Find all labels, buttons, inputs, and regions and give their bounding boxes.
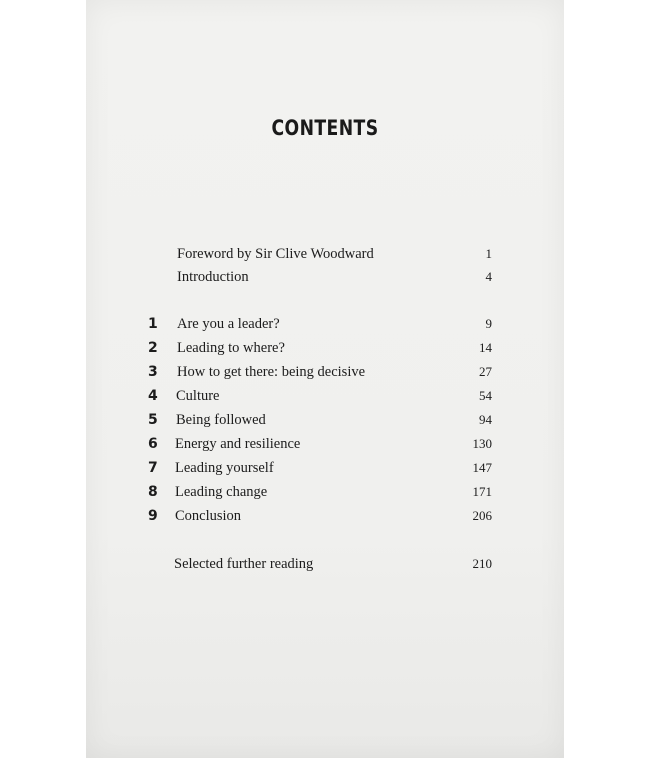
- chapter-page: 206: [472, 508, 492, 523]
- chapter-page: 147: [472, 460, 492, 475]
- toc-chapter-4: [86, 388, 564, 410]
- toc-chapter-8: [86, 484, 564, 506]
- entry-page: 1: [485, 246, 492, 261]
- chapter-title: Leading to where?: [177, 340, 285, 356]
- chapter-page: 27: [479, 364, 492, 379]
- chapter-page: 54: [479, 388, 492, 403]
- toc-chapter-7: [86, 460, 564, 482]
- chapter-title: Conclusion: [175, 508, 242, 524]
- chapter-title: Leading change: [175, 484, 268, 500]
- chapter-number: 9: [148, 508, 158, 524]
- chapter-number: 7: [148, 460, 158, 476]
- entry-title: Selected further reading: [174, 556, 314, 572]
- contents-heading: CONTENTS: [271, 116, 379, 140]
- toc-entry-foreword: [86, 246, 564, 268]
- chapter-page: 171: [472, 484, 492, 499]
- chapter-number: 4: [148, 388, 158, 404]
- toc-chapter-3: [86, 364, 564, 386]
- entry-page: 210: [472, 556, 492, 571]
- chapter-page: 94: [479, 412, 492, 427]
- toc-chapter-5: [86, 412, 564, 434]
- chapter-title: Energy and resilience: [175, 436, 301, 452]
- toc-entry-introduction: [86, 269, 564, 291]
- chapter-page: 14: [479, 340, 492, 355]
- chapter-number: 1: [148, 316, 158, 332]
- entry-title: Foreword by Sir Clive Woodward: [177, 246, 374, 262]
- book-page: [86, 0, 564, 758]
- toc-chapter-9: [86, 508, 564, 530]
- chapter-title: How to get there: being decisive: [177, 364, 366, 380]
- chapter-number: 8: [148, 484, 158, 500]
- toc-chapter-2: [86, 340, 564, 362]
- chapter-title: Are you a leader?: [177, 316, 280, 332]
- chapter-page: 9: [485, 316, 492, 331]
- chapter-title: Being followed: [176, 412, 266, 428]
- chapter-number: 5: [148, 412, 158, 428]
- chapter-number: 3: [148, 364, 158, 380]
- toc-chapter-6: [86, 436, 564, 458]
- entry-page: 4: [485, 269, 492, 284]
- chapter-title: Leading yourself: [175, 460, 274, 476]
- chapter-number: 6: [148, 436, 158, 452]
- toc-entry-further-reading: [86, 556, 564, 578]
- entry-title: Introduction: [177, 269, 249, 285]
- toc-chapter-1: [86, 316, 564, 338]
- chapter-number: 2: [148, 340, 158, 356]
- chapter-title: Culture: [176, 388, 220, 404]
- chapter-page: 130: [472, 436, 492, 451]
